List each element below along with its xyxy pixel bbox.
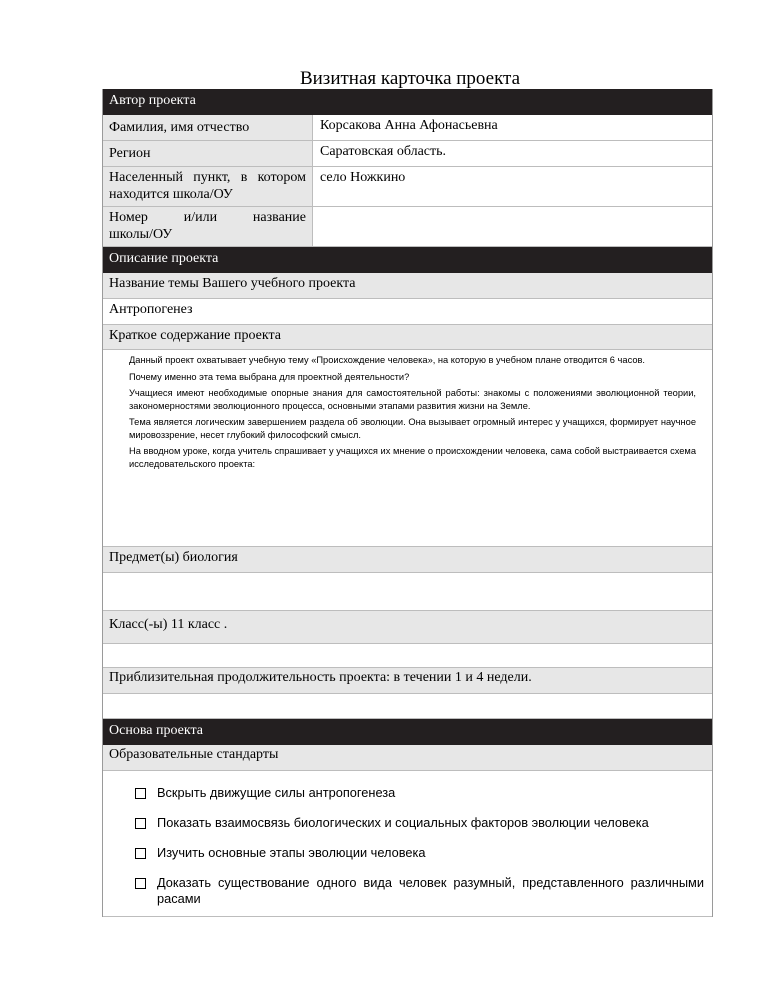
goal-text: Изучить основные этапы эволюции человека	[157, 845, 426, 860]
summary-paragraph: Данный проект охватывает учебную тему «Происхождение человека», на которую в учебном плане отводится 6 часов.	[129, 355, 646, 365]
subject-row: Предмет(ы) биология	[103, 547, 712, 573]
section-description-header: Описание проекта	[103, 247, 712, 273]
school-label	[103, 207, 313, 246]
region-value: Саратовская область.	[320, 144, 447, 159]
summary-paragraph: Учащиеся имеют необходимые опорные знания для самостоятельной работы: знакомы с положениями эволюционной теории, закономерностями эволюционного процесса, основными этапами развития жизни на Земле.	[129, 388, 696, 411]
checkbox-icon	[135, 878, 146, 889]
summary-label: Краткое содержание проекта	[103, 325, 712, 350]
checkbox-icon	[135, 788, 146, 799]
goal-text: Вскрыть движущие силы антропогенеза	[157, 785, 396, 800]
goal-text: Доказать существование одного вида человек разумный, представленного различными расами	[157, 875, 704, 906]
goal-item	[135, 845, 704, 861]
school-label-line1: Номер и/или название	[109, 210, 306, 225]
topic-label: Название темы Вашего учебного проекта	[103, 273, 712, 299]
locality-label-line1: Населенный пункт, в котором	[109, 170, 306, 185]
goal-text: Показать взаимосвязь биологических и социальных факторов эволюции человека	[157, 815, 649, 830]
goal-item	[135, 815, 704, 831]
document-title: Визитная карточка проекта	[299, 68, 521, 89]
grade-blank-row	[103, 644, 712, 668]
school-label-line2: школы/ОУ	[109, 227, 173, 242]
summary-paragraph: Тема является логическим завершением раздела об эволюции. Она вызывает огромный интерес у учащихся, формирует научное мировоззрение, несет глубокий философский смысл.	[129, 417, 696, 440]
summary-paragraph: Почему именно эта тема выбрана для проектной деятельности?	[129, 371, 410, 382]
summary-block	[103, 350, 712, 547]
row-full-name	[103, 115, 712, 141]
section-basis-header: Основа проекта	[103, 719, 712, 745]
section-author-header: Автор проекта	[103, 89, 712, 115]
topic-value: Антропогенез	[103, 299, 712, 325]
project-card-table	[102, 89, 713, 917]
goals-list	[103, 771, 712, 907]
duration-row: Приблизительная продолжительность проекта: в течении 1 и 4 недели.	[103, 668, 712, 694]
locality-label-line2: находится школа/ОУ	[109, 187, 233, 202]
summary-paragraph: На вводном уроке, когда учитель спрашивает у учащихся их мнение о происхождении человека, сама собой выстраивается схема исследовательского проекта:	[129, 446, 696, 469]
goal-item	[135, 875, 704, 907]
locality-value: село Ножкино	[320, 170, 406, 185]
locality-label	[103, 167, 313, 206]
region-label: Регион	[103, 141, 313, 166]
row-school	[103, 207, 712, 247]
summary-text	[103, 350, 712, 470]
goal-item	[135, 785, 704, 801]
row-region	[103, 141, 712, 167]
standards-label: Образовательные стандарты	[103, 745, 712, 771]
checkbox-icon	[135, 818, 146, 829]
standards-block	[103, 771, 712, 917]
duration-blank-row	[103, 694, 712, 719]
full-name-value: Корсакова Анна Афонасьевна	[320, 118, 498, 133]
row-locality	[103, 167, 712, 207]
school-value	[313, 207, 712, 246]
subject-blank-row	[103, 573, 712, 611]
grade-row: Класс(-ы) 11 класс .	[103, 611, 712, 644]
full-name-label: Фамилия, имя отчество	[103, 115, 313, 140]
checkbox-icon	[135, 848, 146, 859]
